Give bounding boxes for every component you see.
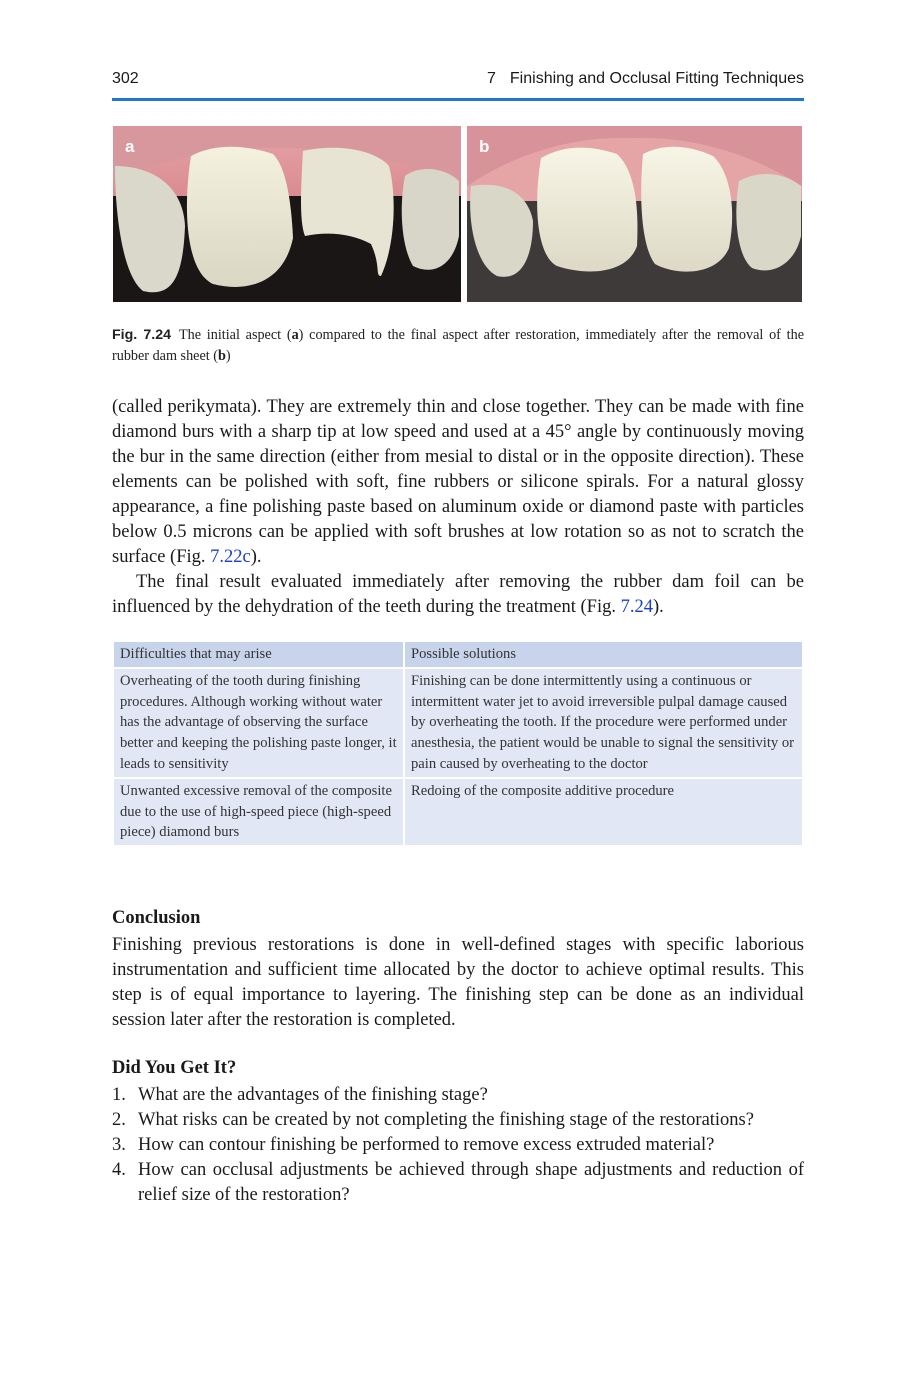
tooth-photo-initial — [113, 126, 461, 302]
table-header-solutions: Possible solutions — [404, 641, 803, 668]
running-header — [112, 70, 804, 96]
page-number: 302 — [112, 70, 139, 87]
list-item-text: What are the advantages of the finishing stage? — [138, 1085, 488, 1105]
paragraph-1-end: ). — [250, 547, 262, 567]
list-item-text: What risks can be created by not completing the finishing stage of the restorations? — [138, 1110, 754, 1130]
list-item — [112, 1133, 804, 1158]
header-rule — [112, 98, 804, 101]
table-cell-difficulty: Overheating of the tooth during finishing procedures. Although working without water has the advantage of observing the surface better and keeping the polishing paste longer, it leads to sensitivity — [113, 668, 404, 778]
panel-b-label: b — [479, 137, 490, 156]
table-header-difficulties: Difficulties that may arise — [113, 641, 404, 668]
table-row — [113, 668, 803, 778]
table-cell-solution: Finishing can be done intermittently using a continuous or intermittent water jet to avoid irreversible pulpal damage caused by overheating the tooth. If the procedure were performed under anesthesia, the patient would be unable to signal the sensitivity or pain caused by overheating to the doctor — [404, 668, 803, 778]
conclusion-heading: Conclusion — [112, 908, 201, 928]
figure-panel-b-photo — [467, 126, 802, 302]
caption-text-2: ) compared to the final aspect after restoration, immediately after the removal of the rubber dam sheet ( — [112, 327, 804, 364]
figure-panel-a-photo — [113, 126, 461, 302]
quiz-heading: Did You Get It? — [112, 1058, 237, 1078]
paragraph-2-text: The final result evaluated immediately after removing the rubber dam foil can be influenced by the dehydration of the teeth during the treatment (Fig. — [112, 572, 804, 617]
table-cell-difficulty: Unwanted excessive removal of the composite due to the use of high-speed piece (high-speed piece) diamond burs — [113, 778, 404, 846]
table-row — [113, 778, 803, 846]
chapter-number: 7 — [487, 70, 496, 87]
table-header-row — [113, 641, 803, 668]
paragraph-2-end: ). — [652, 597, 664, 617]
list-item — [112, 1083, 804, 1108]
difficulties-table — [112, 640, 804, 847]
conclusion-paragraph: Finishing previous restorations is done in well-defined stages with specific laborious instrumentation and sufficient time allocated by the doctor to achieve optimal results. This step is of equal importance to layering. The finishing step can be done as an individual session later after the restoration is completed. — [112, 935, 804, 1030]
panel-a-label: a — [125, 137, 135, 156]
paragraph-1-text: (called perikymata). They are extremely thin and close together. They can be made with fine diamond burs with a sharp tip at low speed and used at a 45° angle by continuously moving the bur in the same direction (either from mesial to distal or in the opposite direction). These elements can be polished with soft, fine rubbers or silicone spirals. For a natural glossy appearance, a fine polishing paste based on aluminum oxide or diamond paste with particles below 0.5 microns can be applied with soft brushes at low rotation so as not to scratch the surface (Fig. — [112, 397, 804, 567]
table-cell-solution: Redoing of the composite additive procedure — [404, 778, 803, 846]
body-paragraph-2 — [112, 570, 804, 620]
list-item-text: How can contour finishing be performed to remove excess extruded material? — [138, 1135, 715, 1155]
caption-ref-b: b — [217, 348, 226, 364]
list-item-number: 1. — [112, 1085, 126, 1105]
list-item-number: 4. — [112, 1160, 126, 1180]
tooth-photo-final — [467, 126, 802, 302]
body-paragraph-1 — [112, 395, 804, 570]
running-title — [487, 70, 804, 88]
figure-link-7-22c[interactable]: 7.22c — [210, 547, 251, 567]
figure-label: Fig. 7.24 — [112, 327, 171, 343]
list-item-number: 2. — [112, 1110, 126, 1130]
list-item — [112, 1108, 804, 1133]
caption-ref-a: a — [291, 327, 299, 343]
chapter-title: Finishing and Occlusal Fitting Techniques — [509, 70, 804, 87]
figure-link-7-24[interactable]: 7.24 — [620, 597, 653, 617]
list-item — [112, 1158, 804, 1208]
figure-caption — [112, 325, 804, 367]
caption-text-3: ) — [225, 348, 231, 364]
list-item-text: How can occlusal adjustments be achieved through shape adjustments and reduction of relief size of the restoration? — [138, 1160, 804, 1205]
list-item-number: 3. — [112, 1135, 126, 1155]
caption-text-1: The initial aspect ( — [178, 327, 292, 343]
quiz-list — [112, 1083, 804, 1208]
